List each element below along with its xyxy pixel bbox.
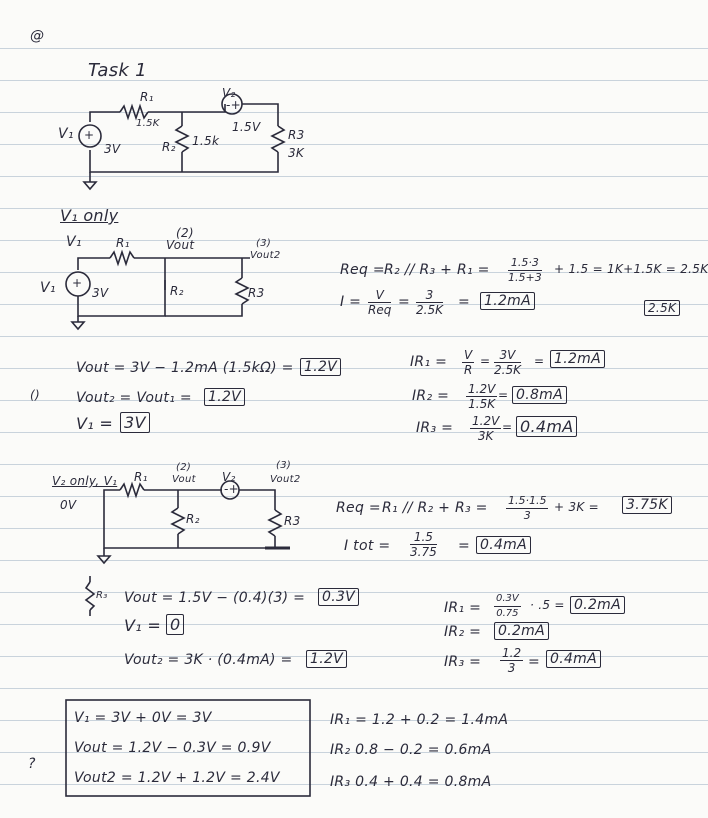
task-v1-value: 3V: [104, 142, 121, 156]
s1-i-frac2: $\frac{3}{2.5K}$: [416, 288, 443, 317]
s1-vout-result: 1.2V: [300, 358, 341, 376]
s2-ir1-lhs: IR₁ =: [444, 600, 482, 616]
task-v2-value: 1.5V: [232, 120, 261, 134]
task-v1-label: V₁: [58, 126, 74, 142]
s2-ir1-tail: · .5 =: [530, 598, 565, 612]
s1-req-lhs: Req =: [340, 262, 385, 278]
s2-vout-eq: Vout = 1.5V − (0.4)(3) =: [124, 590, 306, 606]
s2-v2-label: V₂: [222, 470, 236, 484]
margin-mark-bottom: ?: [28, 756, 36, 772]
task-v1-plus: +: [84, 128, 95, 142]
margin-mark-top: @: [30, 28, 45, 44]
s2-ir1-result: 0.2mA: [570, 596, 625, 614]
s2-ov-label: 0V: [60, 498, 77, 512]
s1-ir1-eq: =: [480, 354, 491, 368]
s1-vout2-label: Vout2: [250, 250, 281, 261]
s1-batt-value: 3V: [92, 286, 109, 300]
s2-req-tail: + 3K =: [554, 500, 600, 514]
s1-heading: V₁ only: [60, 206, 119, 225]
task-v2-label: V₂: [222, 86, 236, 100]
s2-r1-label: R₁: [134, 470, 148, 484]
s1-ir2-frac: $\frac{1.2V}{1.5K}$: [468, 382, 496, 411]
s1-i-frac1: V Req: [368, 288, 392, 317]
s1-vout2-result: 1.2V: [204, 388, 245, 406]
s2-req-lhs: Req =: [336, 500, 381, 516]
s2-v1-eq: V₁ =: [124, 616, 162, 635]
summary-v1: V₁ = 3V + 0V = 3V: [74, 710, 212, 726]
s2-ir3-lhs: IR₃ =: [444, 654, 482, 670]
task-r3-label: R3: [288, 128, 305, 142]
s2-r2-label: R₂: [186, 512, 200, 526]
s2-ir3-eq: =: [528, 654, 541, 670]
s1-i-lhs: I =: [340, 294, 362, 310]
s2-itot-result: 0.4mA: [476, 536, 531, 554]
s1-r3-label: R3: [248, 286, 265, 300]
s1-req-tail: + 1.5 = 1K+1.5K = 2.5K: [554, 262, 708, 276]
summary-ir2: IR₂ 0.8 − 0.2 = 0.6mA: [330, 742, 492, 758]
s1-ir1-eq2: =: [534, 354, 545, 368]
s1-v1-label: V₁: [66, 234, 82, 250]
s2-v1-result: 0: [166, 614, 184, 635]
s1-ir2-lhs: IR₂ =: [412, 388, 450, 404]
task-title: Task 1: [88, 60, 147, 81]
s1-ir1-frac1: $\frac{V}{R}$: [463, 348, 473, 377]
s2-ir2-lhs: IR₂ =: [444, 624, 482, 640]
s1-ir3-eq: =: [502, 420, 513, 434]
s1-ir1-frac2: $\frac{3V}{2.5K}$: [494, 348, 521, 377]
s2-node2-label: (2): [176, 462, 192, 473]
s2-v2-sign: -+: [224, 482, 239, 496]
s2-ir3-frac: $\frac{1.2}{3}$: [502, 646, 522, 675]
s1-ir1-lhs: IR₁ =: [410, 354, 448, 370]
s1-ir3-frac: $\frac{1.2V}{3K}$: [472, 414, 500, 443]
s2-ir1-frac: $\frac{0.3V}{0.75}$: [496, 593, 519, 619]
s1-vout-eq: Vout = 3V − 1.2mA (1.5kΩ) =: [76, 360, 294, 376]
s2-r3-side-label: R₃: [96, 590, 108, 601]
s1-ir1-result: 1.2mA: [550, 350, 605, 368]
s1-v1-eq: V₁ =: [76, 414, 114, 433]
s1-i-eq2: =: [458, 294, 471, 310]
s2-itot-eq: =: [458, 538, 471, 554]
task-r1-label: R₁: [140, 90, 154, 104]
s2-vout-result: 0.3V: [318, 588, 359, 606]
s1-req-fraction: $\frac{1.5\cdot 3}{1.5+3}$: [508, 256, 542, 284]
s1-r2-label: R₂: [170, 284, 184, 298]
s1-ir3-lhs: IR₃ =: [416, 420, 454, 436]
s2-itot-frac: $\frac{1.5}{3.75}$: [410, 530, 437, 559]
s2-vout2-label: Vout2: [270, 474, 301, 485]
task-r2-label: R₂: [162, 140, 176, 154]
summary-vout2: Vout2 = 1.2V + 1.2V = 2.4V: [74, 770, 280, 786]
s1-v1-side-label: V₁: [40, 280, 56, 296]
summary-ir1: IR₁ = 1.2 + 0.2 = 1.4mA: [330, 712, 509, 728]
s2-req-fraction: $\frac{1.5\cdot 1.5}{3}$: [508, 494, 547, 522]
s1-r1-label: R₁: [116, 236, 130, 250]
s2-heading: V₂ only, V₁: [52, 474, 118, 488]
s2-req-result: 3.75K: [622, 496, 672, 514]
s1-vout-label: Vout: [166, 238, 195, 252]
s2-req-expr: R₁ // R₂ + R₃ =: [382, 500, 488, 516]
s1-batt-plus: +: [72, 276, 83, 290]
s1-i-result: 1.2mA: [480, 292, 535, 310]
s2-r3-label: R3: [284, 514, 301, 528]
s2-vout2-eq: Vout₂ = 3K · (0.4mA) =: [124, 652, 293, 668]
s1-ir2-eq: =: [498, 388, 509, 402]
task-v2-sign: -+: [226, 98, 241, 112]
s1-ir2-result: 0.8mA: [512, 386, 567, 404]
s1-node2-label: (2): [176, 226, 194, 240]
summary-ir3: IR₃ 0.4 + 0.4 = 0.8mA: [330, 774, 492, 790]
s1-ir3-result: 0.4mA: [516, 416, 577, 437]
s2-vout-label: Vout: [172, 474, 196, 485]
s2-itot-lhs: I tot =: [344, 538, 391, 554]
s2-node3-label: (3): [276, 460, 292, 471]
s2-ir3-result: 0.4mA: [546, 650, 601, 668]
summary-vout: Vout = 1.2V − 0.3V = 0.9V: [74, 740, 271, 756]
s1-req-boxed: 2.5K: [644, 300, 680, 316]
s1-i-eq: =: [398, 294, 411, 310]
task-r3-value: 3K: [288, 146, 305, 160]
s2-vout2-result: 1.2V: [306, 650, 347, 668]
s2-ir2-result: 0.2mA: [494, 622, 549, 640]
task-r1-value: 1.5K: [136, 118, 160, 129]
task-r2-value: 1.5k: [192, 134, 220, 148]
s1-node3-label: (3): [256, 238, 272, 249]
s1-vout2-eq: Vout₂ = Vout₁ =: [76, 390, 192, 406]
margin-mark-mid: (): [30, 388, 40, 402]
s1-req-expr: R₂ // R₃ + R₁ =: [384, 262, 490, 278]
s1-v1-result: 3V: [120, 412, 150, 433]
